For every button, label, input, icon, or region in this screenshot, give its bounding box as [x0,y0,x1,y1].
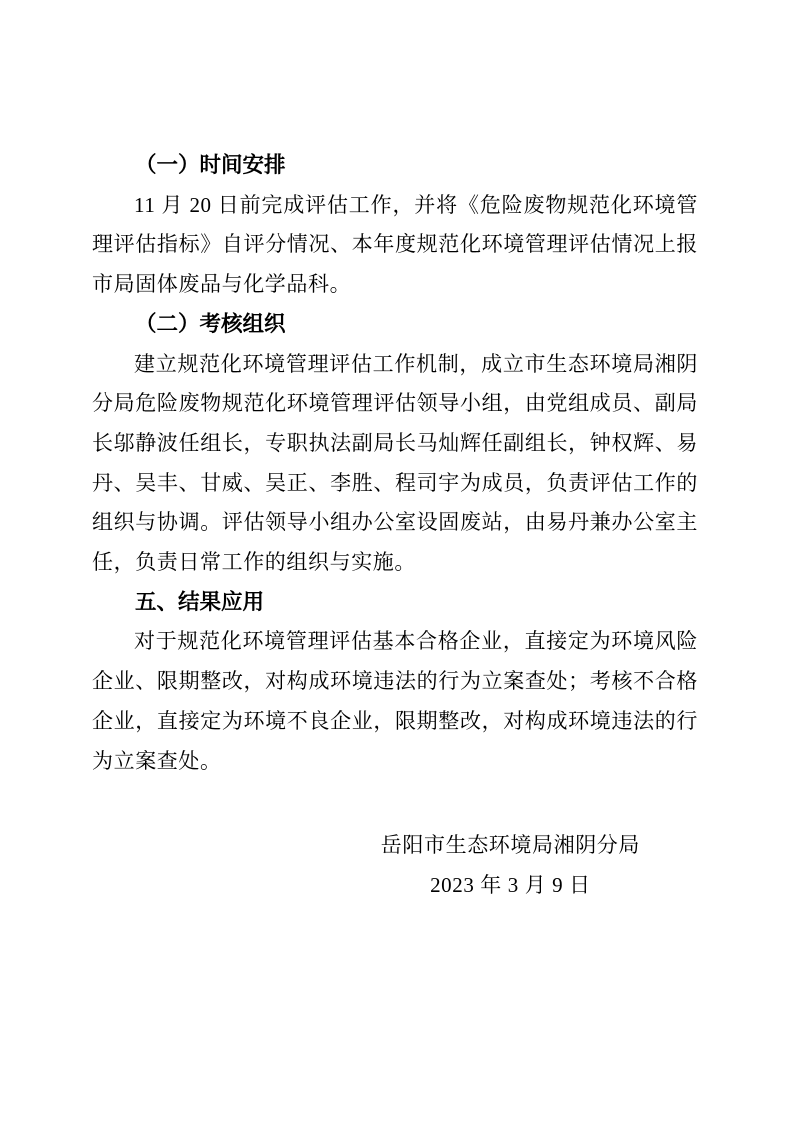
signature-organization: 岳阳市生态环境局湘阴分局 [380,833,640,858]
section-3-paragraph: 对于规范化环境管理评估基本合格企业，直接定为环境风险企业、限期整改，对构成环境违法的行为立案查处；考核不合格企业，直接定为环境不良企业，限期整改，对构成环境违法的行为立案查处。 [92,629,698,773]
signature-date: 2023 年 3 月 9 日 [430,872,591,897]
section-2-heading: （二）考核组织 [135,311,286,336]
signature-block [381,826,640,905]
section-2-paragraph: 建立规范化环境管理评估工作机制，成立市生态环境局湘阴分局危险废物规范化环境管理评估领导小组，由党组成员、副局长邬静波任组长，专职执法副局长马灿辉任副组长，钟权辉、易丹、吴丰、甘威、吴正、李胜、程司宇为成员，负责评估工作的组织与协调。评估领导小组办公室设固废站，由易丹兼办公室主任，负责日常工作的组织与实施。 [92,351,698,575]
document-content [92,146,698,906]
section-3-heading: 五、结果应用 [135,589,265,614]
section-1-paragraph: 11 月 20 日前完成评估工作，并将《危险废物规范化环境管理评估指标》自评分情况、本年度规范化环境管理评估情况上报市局固体废品与化学品科。 [92,192,698,297]
section-1-heading: （一）时间安排 [135,153,286,177]
